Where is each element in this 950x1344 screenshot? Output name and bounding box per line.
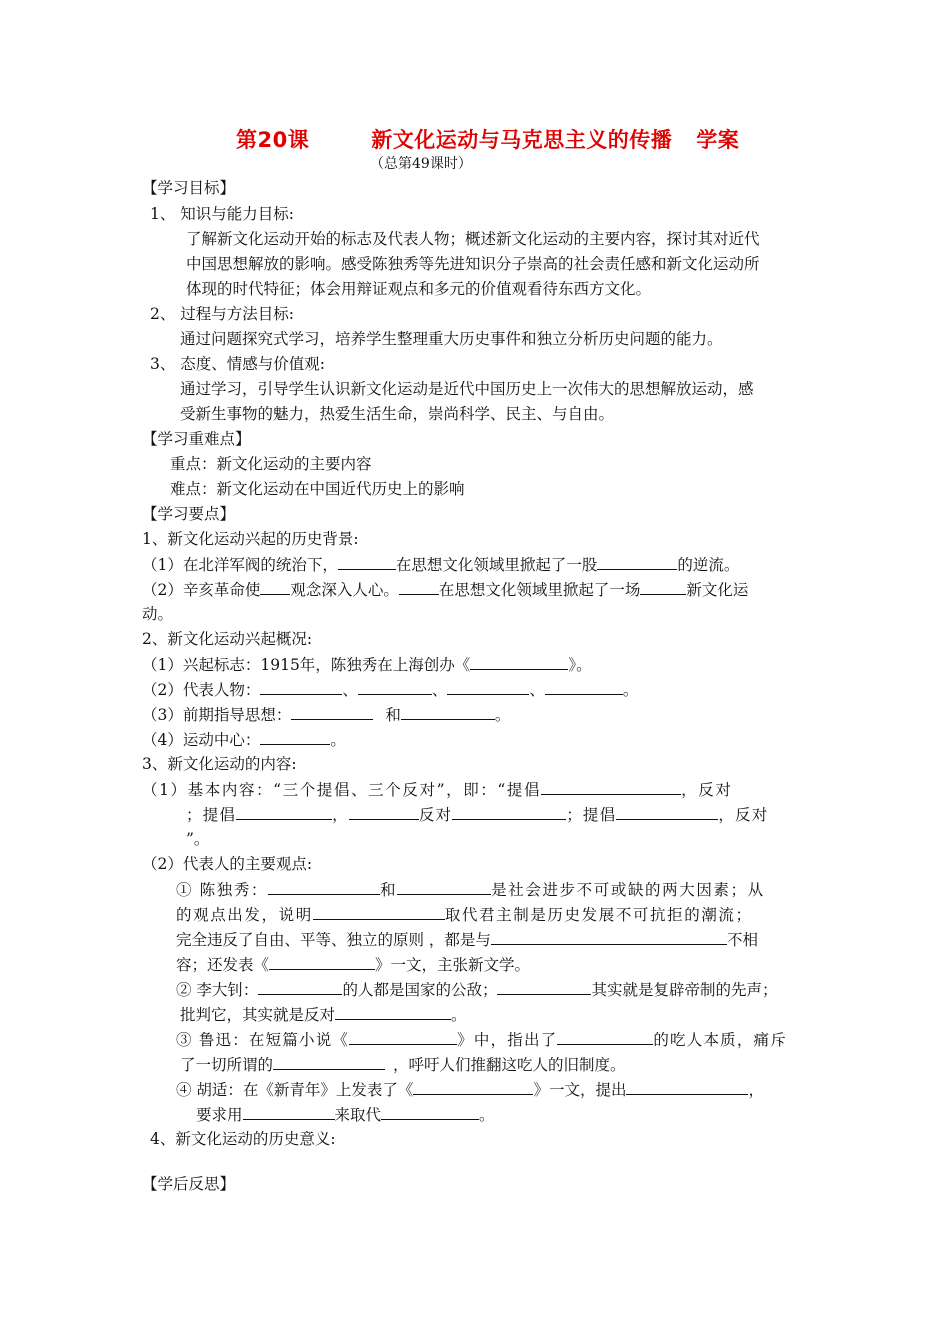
fill-blank[interactable] (640, 579, 686, 595)
fill-blank[interactable] (338, 554, 396, 570)
section-1-item-1: （1）在北洋军阀的统治下， 在思想文化领域里掀起了一股 的逆流。 (142, 556, 740, 574)
fill-blank[interactable] (401, 704, 495, 720)
fill-blank[interactable] (260, 679, 342, 695)
fill-blank[interactable] (260, 729, 330, 745)
goal-2-line: 通过问题探究式学习，培养学生整理重大历史事件和独立分析历史问题的能力。 (180, 330, 723, 348)
keypoints-heading: 【学习重难点】 (142, 430, 251, 448)
section-3-item-1-end: ”。 (186, 830, 210, 848)
fill-blank[interactable] (268, 879, 380, 895)
fill-blank[interactable] (545, 679, 623, 695)
chen-duxiu-view-cont: 容；还发表《 》一文，主张新文学。 (176, 956, 531, 974)
fill-blank[interactable] (243, 1104, 335, 1120)
fill-blank[interactable] (397, 879, 491, 895)
section-4-title: 4、新文化运动的历史意义: (150, 1130, 336, 1148)
section-2-item-4: （4）运动中心： 。 (142, 731, 346, 749)
chen-duxiu-view: ① 陈独秀： 和 是社会进步不可或缺的两大因素；从 (176, 881, 765, 899)
key-point: 重点：新文化运动的主要内容 (170, 455, 372, 473)
lu-xun-view: ③ 鲁迅：在短篇小说《 》中，指出了 的吃人本质，痛斥 (176, 1031, 787, 1049)
goals-heading: 【学习目标】 (142, 179, 236, 197)
fill-blank[interactable] (399, 579, 439, 595)
fill-blank[interactable] (381, 1104, 479, 1120)
section-2-item-2: （2）代表人物： 、 、 、 。 (142, 681, 639, 699)
section-2-item-1: （1）兴起标志：1915年，陈独秀在上海创办《 》。 (142, 656, 592, 674)
fill-blank[interactable] (413, 1079, 533, 1095)
reflection-heading: 【学后反思】 (142, 1175, 236, 1193)
fill-blank[interactable] (497, 979, 591, 995)
fill-blank[interactable] (470, 654, 568, 670)
goal-3-line: 通过学习，引导学生认识新文化运动是近代中国历史上一次伟大的思想解放运动，感 (180, 380, 754, 398)
fill-blank[interactable] (291, 704, 373, 720)
goal-1-line: 体现的时代特征；体会用辩证观点和多元的价值观看待东西方文化。 (186, 280, 652, 298)
fill-blank[interactable] (597, 554, 677, 570)
page-title (236, 124, 739, 154)
section-3-item-1-cont: ；提倡 ， 反对 ；提倡 ，反对 (186, 806, 769, 824)
lesson-topic: 新文化运动与马克思主义的传播 (371, 128, 673, 152)
fill-blank[interactable] (626, 1079, 748, 1095)
lesson-number: 第20课 (236, 128, 310, 152)
fill-blank[interactable] (260, 579, 290, 595)
goal-1-line: 中国思想解放的影响。感受陈独秀等先进知识分子崇高的社会责任感和新文化运动所 (186, 255, 760, 273)
chen-duxiu-view-cont: 的观点出发，说明 取代君主制是历史发展不可抗拒的潮流； (176, 906, 753, 924)
fill-blank[interactable] (557, 1029, 653, 1045)
section-1-item-2-cont: 动。 (142, 605, 174, 623)
section-3-item-2: （2）代表人的主要观点: (142, 855, 313, 873)
hu-shi-view-cont: 要求用 来取代 。 (196, 1106, 495, 1124)
goal-2-title: 2、 过程与方法目标: (150, 305, 295, 323)
difficult-point: 难点：新文化运动在中国近代历史上的影响 (170, 480, 465, 498)
essentials-heading: 【学习要点】 (142, 505, 236, 523)
hu-shi-view: ④ 胡适：在《新青年》上发表了《 》一文，提出 ， (176, 1081, 764, 1099)
fill-blank[interactable] (358, 679, 432, 695)
fill-blank[interactable] (491, 929, 727, 945)
fill-blank[interactable] (452, 804, 566, 820)
section-2-item-3: （3）前期指导思想： 和 。 (142, 706, 511, 724)
fill-blank[interactable] (269, 954, 375, 970)
chen-duxiu-view-cont: 完全违反了自由、平等、独立的原则 ，都是与 不相 (176, 931, 758, 949)
fill-blank[interactable] (541, 779, 681, 795)
section-3-title: 3、新文化运动的内容: (142, 755, 297, 773)
fill-blank[interactable] (349, 804, 419, 820)
fill-blank[interactable] (236, 804, 332, 820)
fill-blank[interactable] (258, 979, 342, 995)
fill-blank[interactable] (273, 1054, 385, 1070)
fill-blank[interactable] (447, 679, 529, 695)
section-3-item-1: （1）基本内容：“三个提倡、三个反对”，即：“提倡 ，反对 (142, 781, 733, 799)
goal-1-title: 1、 知识与能力目标: (150, 205, 295, 223)
lesson-subtitle: （总第49课时） (370, 156, 472, 172)
lu-xun-view-cont: 了一切所谓的 ，呼吁人们推翻这吃人的旧制度。 (180, 1056, 626, 1074)
fill-blank[interactable] (349, 1029, 457, 1045)
fill-blank[interactable] (313, 904, 445, 920)
fill-blank[interactable] (335, 1004, 451, 1020)
goal-1-line: 了解新文化运动开始的标志及代表人物；概述新文化运动的主要内容，探讨其对近代 (186, 230, 760, 248)
li-dazhao-view-cont: 批判它，其实就是反对 。 (180, 1006, 467, 1024)
section-1-title: 1、新文化运动兴起的历史背景: (142, 530, 359, 548)
section-2-title: 2、新文化运动兴起概况: (142, 630, 313, 648)
goal-3-title: 3、 态度、情感与价值观: (150, 355, 326, 373)
goal-3-line: 受新生事物的魅力，热爱生活生命，崇尚科学、民主、与自由。 (180, 405, 615, 423)
fill-blank[interactable] (616, 804, 718, 820)
section-1-item-2: （2）辛亥革命使 观念深入人心。 在思想文化领域里掀起了一场 新文化运 (142, 581, 749, 599)
lesson-kind: 学案 (696, 128, 740, 152)
li-dazhao-view: ② 李大钊： 的人都是国家的公敌； 其实就是复辟帝制的先声； (176, 981, 778, 999)
